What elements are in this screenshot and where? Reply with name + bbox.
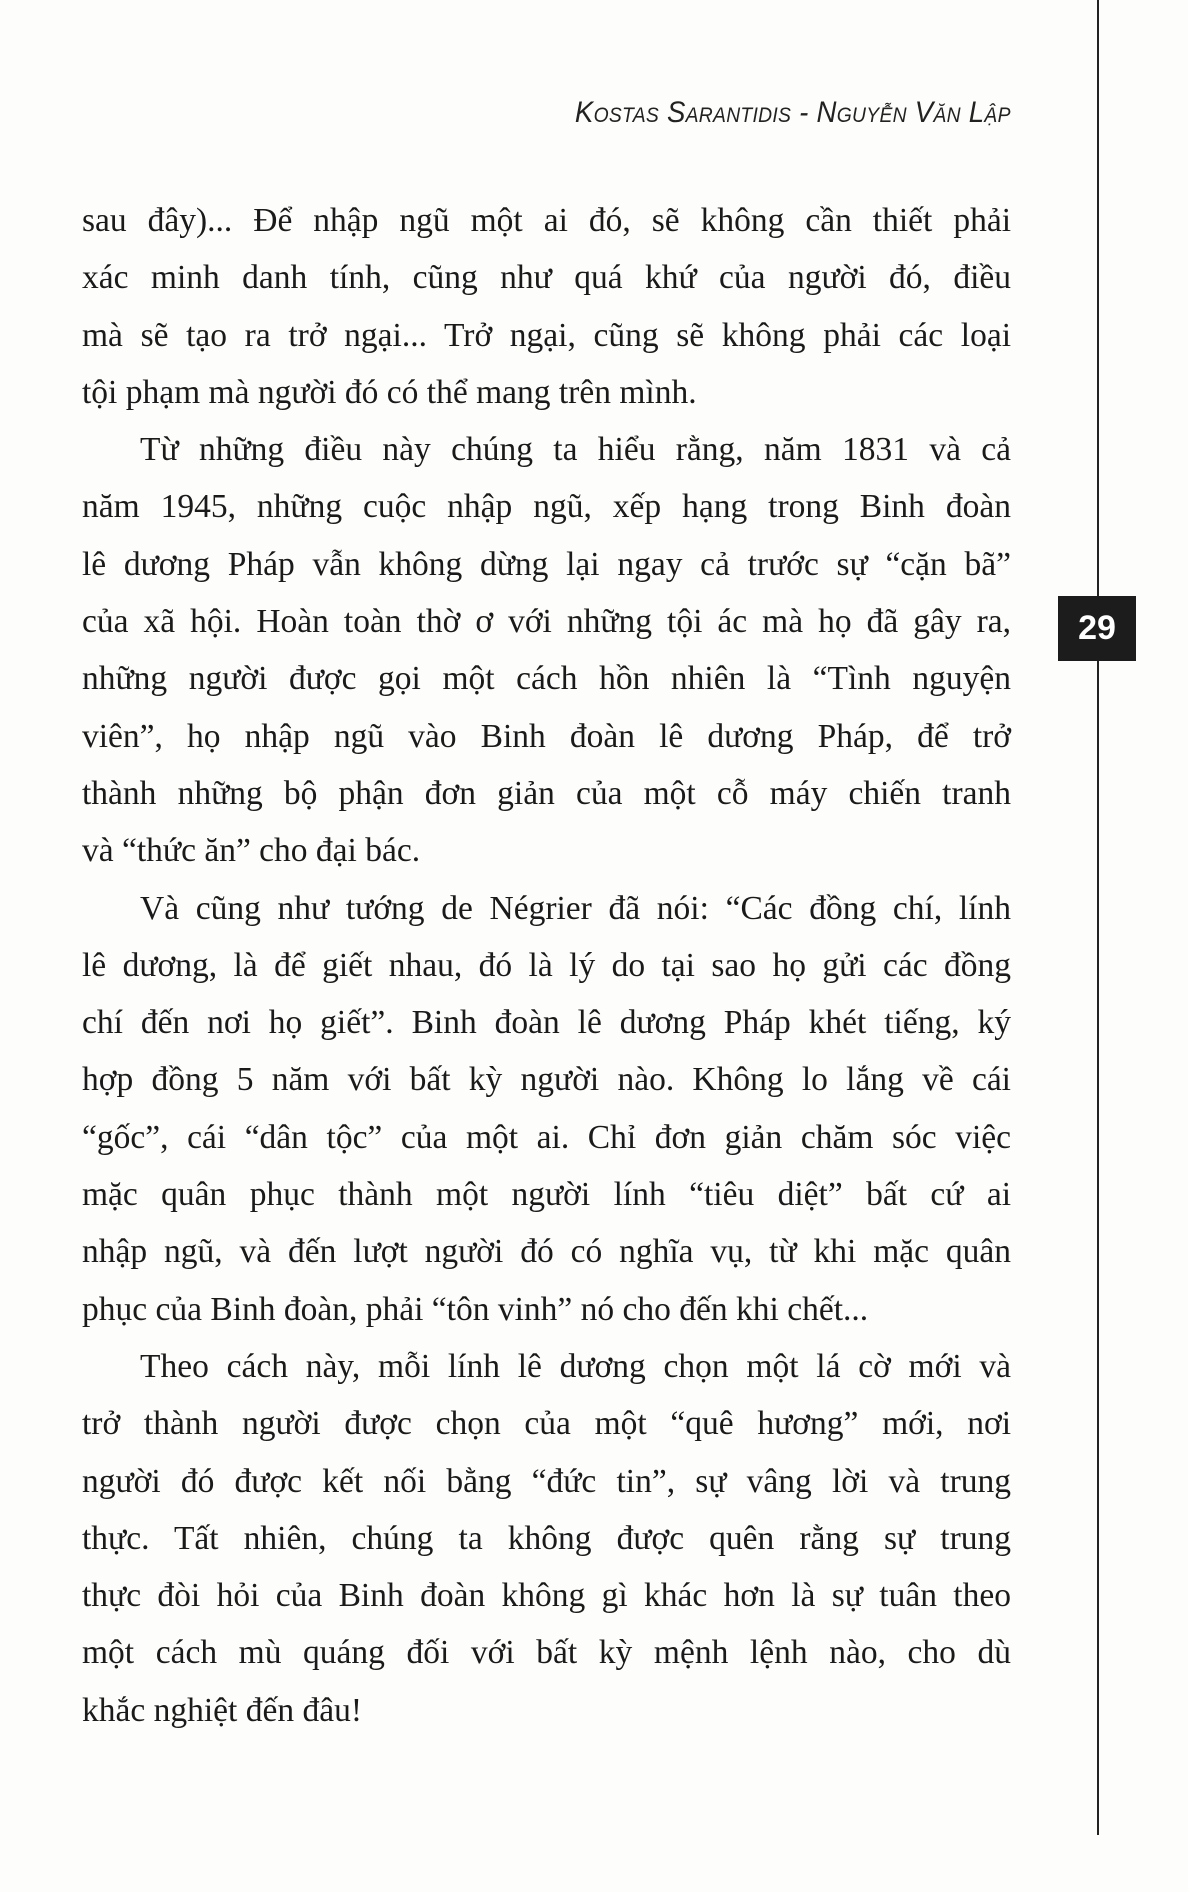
text-line: mà sẽ tạo ra trở ngại... Trở ngại, cũng sẽ không phải các loại <box>82 316 1011 354</box>
text-line: thực. Tất nhiên, chúng ta không được quên rằng sự trung <box>82 1519 1011 1557</box>
page-number: 29 <box>1078 609 1116 647</box>
text-line: nhập ngũ, và đến lượt người đó có nghĩa vụ, từ khi mặc quân <box>82 1233 1011 1271</box>
text-line: trở thành người được chọn của một “quê hương” mới, nơi <box>82 1405 1011 1443</box>
text-line: thành những bộ phận đơn giản của một cỗ máy chiến tranh <box>82 774 1011 812</box>
running-header: Kostas Sarantidis - Nguyễn Văn Lập <box>575 96 1011 129</box>
text-line: Theo cách này, mỗi lính lê dương chọn một lá cờ mới và <box>140 1347 1011 1385</box>
paragraph <box>82 421 1011 879</box>
text-line: phục của Binh đoàn, phải “tôn vinh” nó cho đến khi chết... <box>82 1290 869 1328</box>
page-edge-rule <box>1097 0 1099 1835</box>
text-line: viên”, họ nhập ngũ vào Binh đoàn lê dương Pháp, để trở <box>82 717 1011 755</box>
body-text <box>82 192 1011 1739</box>
text-line: của xã hội. Hoàn toàn thờ ơ với những tội ác mà họ đã gây ra, <box>82 603 1011 641</box>
text-line: và “thức ăn” cho đại bác. <box>82 832 421 870</box>
text-line: năm 1945, những cuộc nhập ngũ, xếp hạng trong Binh đoàn <box>82 488 1011 526</box>
text-line: lê dương, là để giết nhau, đó là lý do tại sao họ gửi các đồng <box>82 946 1011 984</box>
paragraph <box>82 1338 1011 1739</box>
text-line: chí đến nơi họ giết”. Binh đoàn lê dương Pháp khét tiếng, ký <box>82 1004 1011 1042</box>
text-line: thực đòi hỏi của Binh đoàn không gì khác hơn là sự tuân theo <box>82 1577 1011 1615</box>
text-line: một cách mù quáng đối với bất kỳ mệnh lệnh nào, cho dù <box>82 1634 1011 1672</box>
text-line: mặc quân phục thành một người lính “tiêu diệt” bất cứ ai <box>82 1176 1011 1214</box>
text-line: lê dương Pháp vẫn không dừng lại ngay cả trước sự “cặn bã” <box>82 545 1011 583</box>
text-line: “gốc”, cái “dân tộc” của một ai. Chỉ đơn giản chăm sóc việc <box>82 1118 1011 1156</box>
paragraph <box>82 192 1011 421</box>
paragraph <box>82 880 1011 1338</box>
text-line: hợp đồng 5 năm với bất kỳ người nào. Không lo lắng về cái <box>82 1061 1011 1099</box>
text-line: những người được gọi một cách hồn nhiên là “Tình nguyện <box>82 660 1011 698</box>
text-line: xác minh danh tính, cũng như quá khứ của người đó, điều <box>82 259 1011 297</box>
text-line: khắc nghiệt đến đâu! <box>82 1691 362 1729</box>
text-line: sau đây)... Để nhập ngũ một ai đó, sẽ không cần thiết phải <box>82 202 1011 239</box>
text-line: Từ những điều này chúng ta hiểu rằng, năm 1831 và cả <box>140 431 1011 469</box>
text-line: người đó được kết nối bằng “đức tin”, sự vâng lời và trung <box>82 1462 1011 1500</box>
text-line: tội phạm mà người đó có thể mang trên mình. <box>82 373 697 411</box>
page-number-tab <box>1058 596 1136 661</box>
text-line: Và cũng như tướng de Négrier đã nói: “Các đồng chí, lính <box>140 889 1011 927</box>
